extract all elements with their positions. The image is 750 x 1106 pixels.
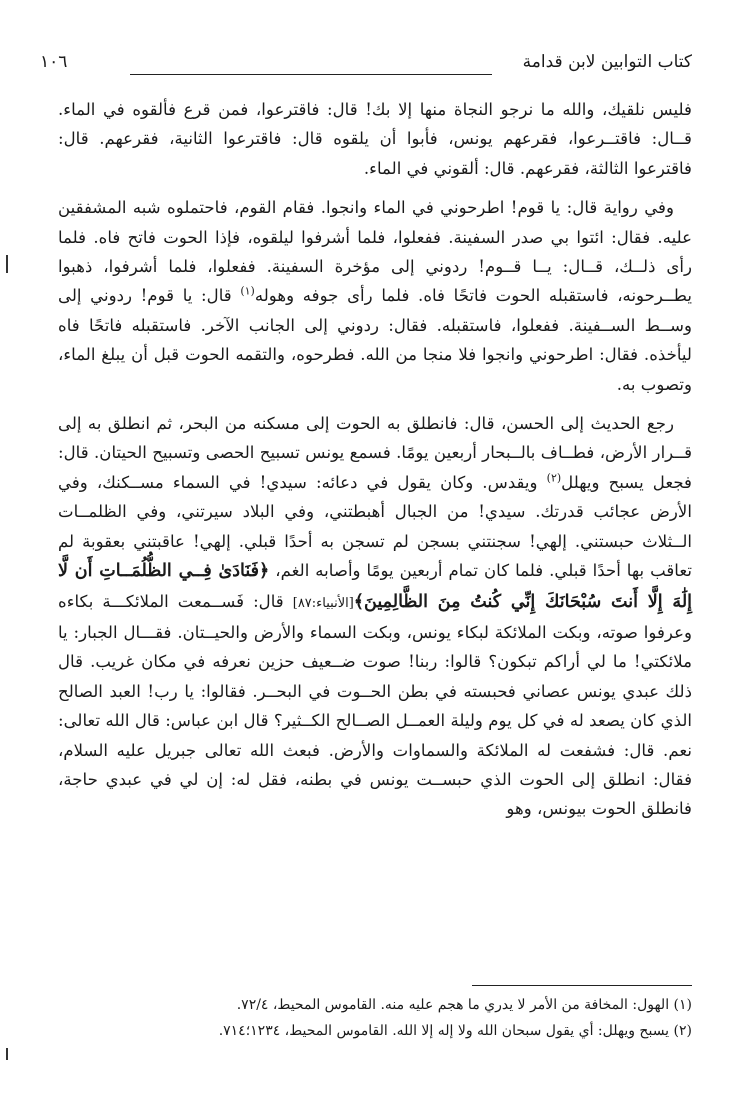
paragraph-2-text-a: وفي رواية قال: يا قوم! اطرحوني في الماء وانجوا. فقام القوم، فاحتملوه شبه المشفقين عليه. فقال: ائتوا بي صدر السفينة. ففعلوا، فلما أشرفوا ليلقوه، فإذا الحوت فاتح فاه. فلما رأى ذلــك، قــال: يــا قــوم! ردوني إلى مؤخرة السفينة. ففعلوا، فلما أشرفوا، ذهبوا يطــرحونه، فاستقبله الحوت فاتحًا فاه. فلما رأى جوفه وهوله xyxy=(58,198,693,306)
paragraph-1 xyxy=(58,95,692,183)
header-rule xyxy=(130,74,492,75)
footnote-2: (٢) يسبح ويهلل: أي يقول سبحان الله ولا إله إلا الله. القاموس المحيط، ١٢٣٤؛٧١٤. xyxy=(218,1023,692,1039)
footnotes xyxy=(58,992,692,1044)
paragraph-3-text-b: ويقدس. وكان يقول في دعائه: سيدي! في السماء مســكنك، وفي الأرض عجائب قدرتك. سيدي! من الجبال أهبطتني، وفي البلاد سيرتني، وفي الظلمــات الــثلاث حبستني. إلهي! سجنتني بسجن لم تسجن به أحدًا قبلي. إلهي! عاقبتني بعقوبة لم تعاقب بها أحدًا قبلي. فلما كان تمام أربعين يومًا وأصابه الغم، xyxy=(58,472,692,581)
footnote-ref-1[interactable]: (١) xyxy=(240,284,255,298)
running-header xyxy=(40,52,692,82)
quran-reference: [الأنبياء:٨٧] xyxy=(292,595,354,611)
paragraph-1-text: فليس نلقيك، والله ما نرجو النجاة منها إلا بك! قال: فاقترعوا، فمن قرع فألقوه في الماء. قــال: فاقتــرعوا، فقرعهم يونس، فأبوا أن يلقوه قال: فاقترعوا الثانية، فقرعهم. قال: فاقترعوا الثالثة، فقرعهم. قال: ألقوني في الماء. xyxy=(58,100,692,178)
paragraph-3-text-c: قال: فَســمعت الملائكـــة بكاءه وعرفوا صوته، وبكت الملائكة لبكاء يونس، وبكت السماء والأرض والحيــتان. فقـــال الجبار: يا ملائكتي! ما لي أراكم تبكون؟ قالوا: ربنا! صوت ضــعيف حزين نعرفه في مكان غريب. قال ذلك عبدي يونس عصاني فحبسته في بطن الحــوت في البحــر. فقالوا: يا رب! العبد الصالح الذي كان يصعد له في كل يوم وليلة العمــل الصــالح الكــثير؟ قال ابن عباس: قال الله تعالى: نعم. قال: فشفعت له الملائكة والسماوات والأرض. فبعث الله تعالى جبريل عليه السلام، فقال: انطلق إلى الحوت الذي حبســت يونس في بطنه، فقل له: إن لي في عبدي حاجة، فانطلق الحوت بيونس، وهو xyxy=(58,591,692,819)
margin-mark xyxy=(6,255,8,273)
margin-mark xyxy=(6,1048,8,1060)
paragraph-3 xyxy=(58,409,692,824)
paragraph-2 xyxy=(58,193,692,399)
footnote-ref-2[interactable]: (٢) xyxy=(546,471,562,485)
page-number: ١٠٦ xyxy=(40,52,68,72)
paragraph-2-text-b: قال: يا قوم! ردوني إلى وســط الســفينة. ففعلوا، فاستقبله. فقال: ردوني إلى الجانب الآخر. فاستقبله فاتحًا فاه ليأخذه. فقال: اطرحوني وانجوا فلا منجا من الله. فطرحوه، والتقمه الحوت قبل أن يبلغ الماء، وتصوب به. xyxy=(58,286,692,394)
running-title: كتاب التوابين لابن قدامة xyxy=(522,52,692,72)
quran-verse: ﴿فَنَادَىٰ فِــي الظُّلُمَــاتِ أَن لَّا إِلَٰهَ إِلَّا أَنتَ سُبْحَانَكَ إِنِّي كُنتُ مِنَ الظَّالِمِينَ﴾ xyxy=(58,561,693,612)
main-text xyxy=(58,95,692,834)
paragraph-3-text-a: رجع الحديث إلى الحسن، قال: فانطلق به الحوت إلى مسكنه من البحر، ثم انطلق به إلى قــرار الأرض، فطــاف بالــبحار أربعين يومًا. فسمع يونس تسبيح الحصى وتسبيح الحيتان. قال: فجعل يسبح ويهلل xyxy=(58,414,692,492)
footnote-1: (١) الهول: المخافة من الأمر لا يدري ما هجم عليه منه. القاموس المحيط، ٧٢/٤. xyxy=(236,997,692,1013)
footnote-separator xyxy=(472,985,692,986)
